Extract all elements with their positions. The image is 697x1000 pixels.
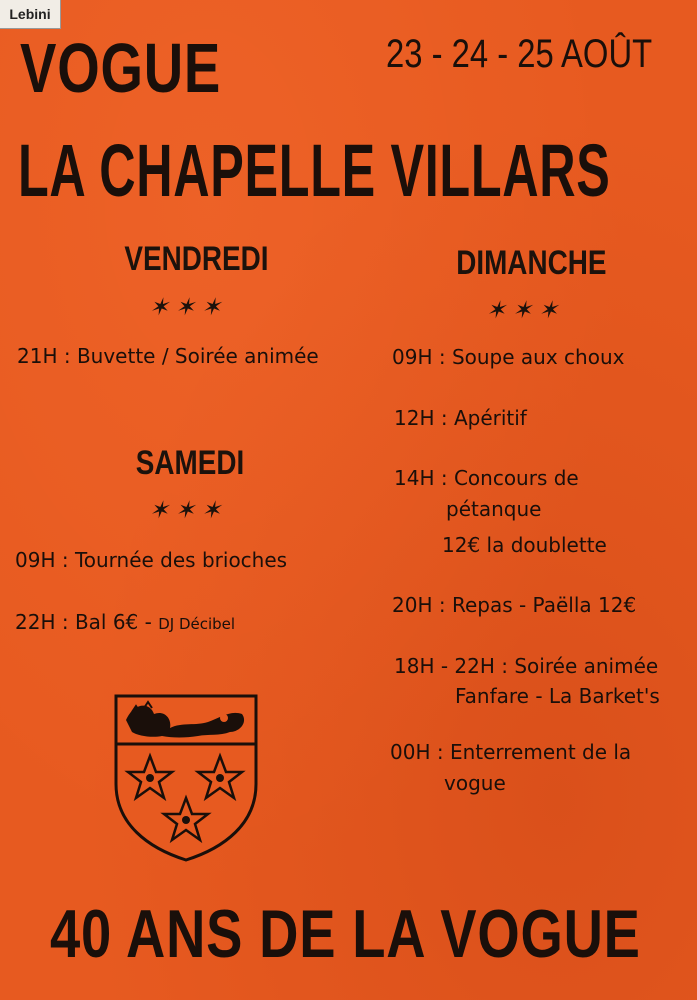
watermark: Lebini: [0, 0, 61, 29]
heading-vendredi: VENDREDI: [124, 240, 269, 278]
schedule-item: vogue: [444, 771, 506, 795]
event-title: VOGUE: [20, 29, 222, 107]
coat-of-arms-icon: [112, 692, 260, 862]
dj-name: DJ Décibel: [158, 615, 236, 633]
separator-stars: ✶✶✶: [147, 293, 233, 321]
schedule-item: 12H : Apéritif: [394, 406, 527, 430]
schedule-item: 14H : Concours de: [394, 466, 579, 490]
separator-stars: ✶✶✶: [147, 496, 233, 524]
heading-samedi: SAMEDI: [135, 444, 245, 482]
schedule-item: [15, 610, 235, 634]
schedule-item: 20H : Repas - Paëlla 12€: [392, 593, 637, 617]
schedule-item: 21H : Buvette / Soirée animée: [17, 344, 319, 368]
schedule-item-text: 22H : Bal 6€ -: [15, 610, 159, 634]
separator-stars: ✶✶✶: [484, 296, 570, 324]
schedule-item: Fanfare - La Barket's: [455, 684, 660, 708]
schedule-item: 18H - 22H : Soirée animée: [394, 654, 659, 678]
schedule-item: 00H : Enterrement de la: [390, 740, 632, 764]
heading-dimanche: DIMANCHE: [456, 244, 607, 282]
schedule-item: 09H : Tournée des brioches: [15, 548, 288, 572]
schedule-item: pétanque: [446, 497, 542, 521]
schedule-item: 12€ la doublette: [442, 533, 607, 557]
schedule-item: 09H : Soupe aux choux: [392, 345, 625, 369]
event-location: LA CHAPELLE VILLARS: [18, 129, 611, 212]
anniversary-banner: 40 ANS DE LA VOGUE: [50, 896, 641, 972]
event-dates: 23 - 24 - 25 AOÛT: [386, 32, 653, 76]
